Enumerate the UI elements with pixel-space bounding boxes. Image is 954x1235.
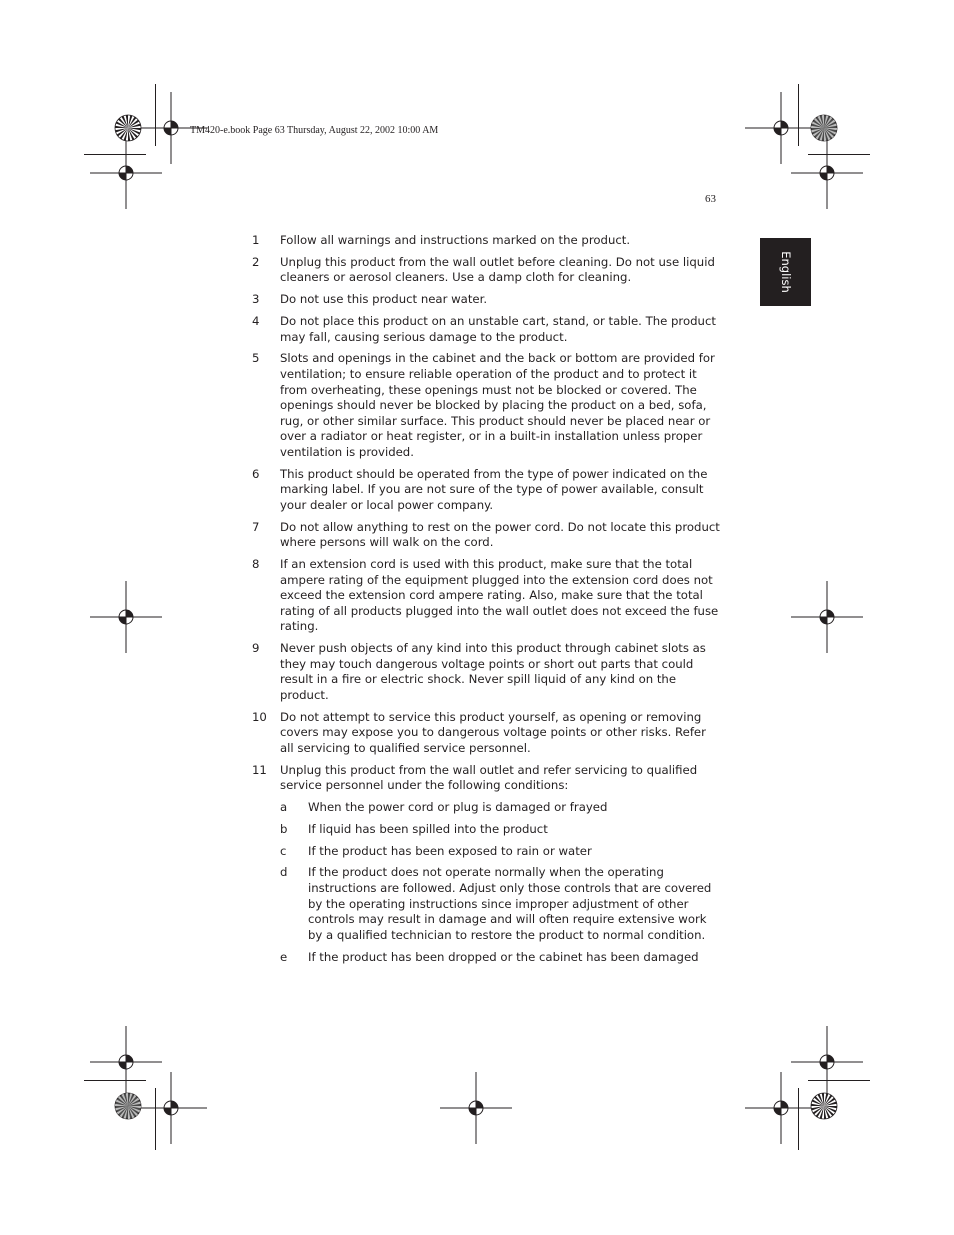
- list-item-text: Slots and openings in the cabinet and the back or bottom are provided for ventilation; to ensure reliable operation of the product and to protect it from overheating, these openings must not be blocked or covered. The openings should never be blocked by placing the product on a bed, sofa, rug, or other similar surface. This product should never be placed near or over a radiator or heat register, or in a built-in installation unless proper ventilation is provided.: [280, 351, 715, 459]
- list-item-text: Do not attempt to service this product yourself, as opening or removing covers may expose you to dangerous voltage points or other risks. Refer all servicing to qualified service personnel.: [280, 709, 706, 755]
- list-item-number: 2: [252, 254, 260, 269]
- sublist-item-text: If the product has been exposed to rain or water: [308, 843, 592, 858]
- sublist-item-text: If the product does not operate normally when the operating instructions are followed. Adjust only those controls that are covered by the operating instructions since improper adjustment of other controls may result in damage and will often require extensive work by a qualified technician to restore the product to normal condition.: [308, 865, 712, 942]
- sublist-item-letter: c: [280, 843, 287, 858]
- sublist-item: [280, 844, 722, 860]
- registration-crosshair-icon: [787, 577, 867, 657]
- list-item: [252, 292, 722, 308]
- conditions-sublist: [280, 800, 722, 965]
- sublist-item-text: When the power cord or plug is damaged or frayed: [308, 800, 608, 815]
- list-item: [252, 351, 722, 460]
- sublist-item-letter: d: [280, 865, 288, 880]
- list-item: [252, 641, 722, 703]
- list-item-number: 9: [252, 641, 260, 656]
- list-item: [252, 710, 722, 757]
- list-item: [252, 467, 722, 514]
- list-item-text: Follow all warnings and instructions marked on the product.: [280, 233, 631, 247]
- sublist-item-letter: b: [280, 821, 288, 836]
- list-item-number: 7: [252, 519, 260, 534]
- star-target-icon: [809, 113, 839, 143]
- registration-crosshair-icon: [787, 133, 867, 213]
- sublist-item-text: If the product has been dropped or the cabinet has been damaged: [308, 949, 699, 964]
- list-item-text: If an extension cord is used with this product, make sure that the total ampere rating of the equipment plugged into the extension cord does not exceed the extension cord ampere rating. Also, make sure that the total rating of all products plugged into the wall outlet does not exceed the fuse rating.: [280, 557, 719, 634]
- list-item-number: 1: [252, 233, 260, 247]
- page-number: 63: [705, 193, 716, 205]
- list-item-number: 5: [252, 351, 260, 366]
- safety-instructions-list: [252, 233, 722, 971]
- list-item-number: 6: [252, 466, 260, 481]
- language-tab-label: English: [778, 251, 793, 293]
- list-item: [252, 557, 722, 635]
- sublist-item: [280, 822, 722, 838]
- list-item: [252, 255, 722, 286]
- list-item-text: Unplug this product from the wall outlet and refer servicing to qualified service personnel under the following conditions:: [280, 762, 698, 793]
- list-item-text: Do not allow anything to rest on the power cord. Do not locate this product where persons will walk on the cord.: [280, 519, 720, 550]
- list-item: [252, 314, 722, 345]
- sublist-item: [280, 950, 722, 966]
- list-item: [252, 520, 722, 551]
- list-item: [252, 233, 722, 249]
- star-target-icon: [113, 1091, 143, 1121]
- language-tab: [760, 238, 811, 306]
- list-item-number: 11: [252, 762, 267, 777]
- list-item-text: This product should be operated from the type of power indicated on the marking label. If you are not sure of the type of power available, consult your dealer or local power company.: [280, 466, 708, 512]
- list-item: [252, 763, 722, 794]
- sublist-item: [280, 800, 722, 816]
- registration-crosshair-icon: [131, 1068, 211, 1148]
- list-item-number: 8: [252, 557, 260, 571]
- list-item-text: Unplug this product from the wall outlet before cleaning. Do not use liquid cleaners or aerosol cleaners. Use a damp cloth for cleaning.: [280, 254, 715, 285]
- star-target-icon: [113, 113, 143, 143]
- numbered-list: [252, 233, 722, 794]
- list-item-text: Do not use this product near water.: [280, 292, 488, 307]
- registration-crosshair-icon: [86, 133, 166, 213]
- registration-crosshair-icon: [436, 1068, 516, 1148]
- sublist-item-letter: e: [280, 949, 288, 964]
- list-item-number: 10: [252, 709, 267, 724]
- list-item-number: 3: [252, 292, 260, 307]
- book-file-info: TM420-e.book Page 63 Thursday, August 22, 2002 10:00 AM: [190, 125, 439, 136]
- sublist-item-letter: a: [280, 800, 288, 815]
- list-item-text: Never push objects of any kind into this product through cabinet slots as they may touch dangerous voltage points or short out parts that could result in a fire or electric shock. Never spill liquid of any kind on the product.: [280, 641, 706, 702]
- list-item-number: 4: [252, 313, 260, 328]
- sublist-item: [280, 865, 722, 943]
- list-item-text: Do not place this product on an unstable cart, stand, or table. The product may fall, causing serious damage to the product.: [280, 313, 716, 344]
- sublist-item-text: If liquid has been spilled into the product: [308, 821, 548, 836]
- registration-crosshair-icon: [86, 577, 166, 657]
- star-target-icon: [809, 1091, 839, 1121]
